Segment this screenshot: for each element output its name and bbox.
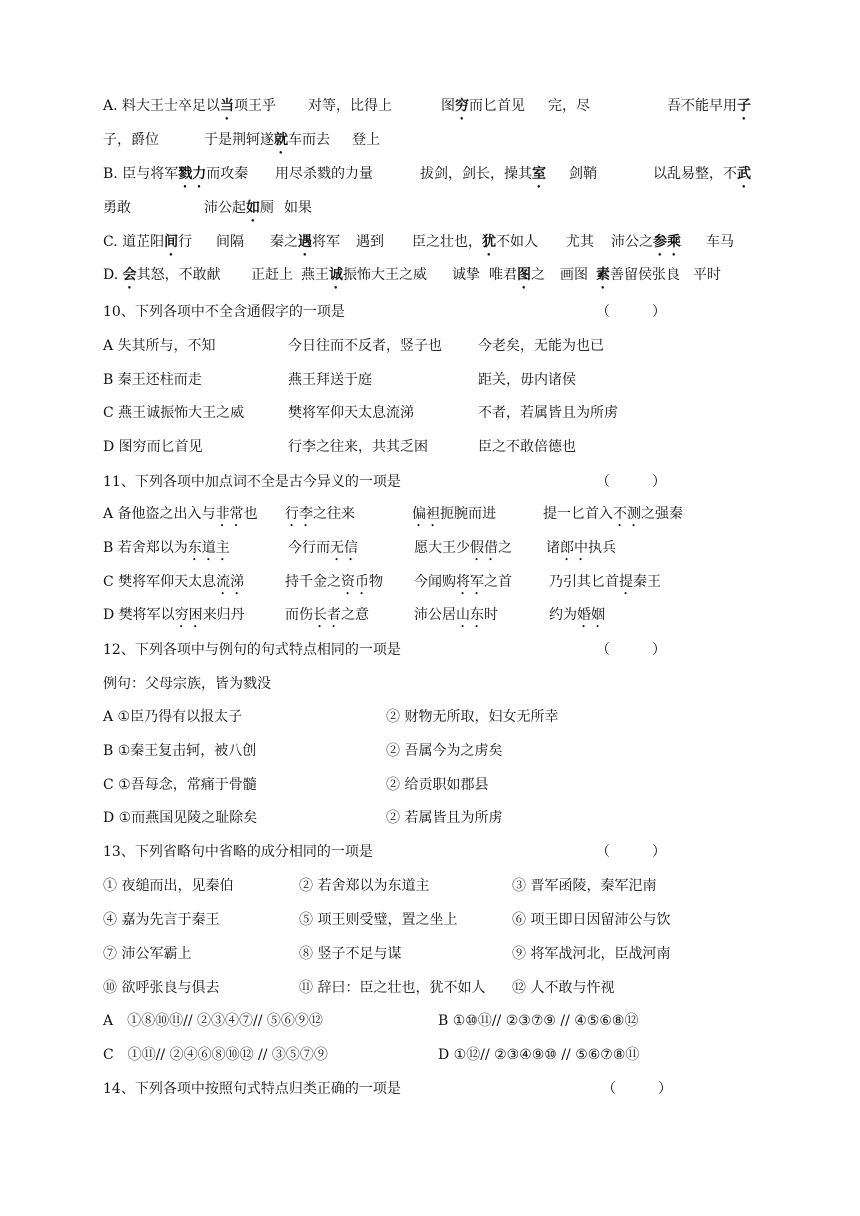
text-run: 沛公起 bbox=[204, 200, 246, 216]
text-segment bbox=[299, 909, 457, 931]
text-segment bbox=[288, 537, 358, 564]
dotted-word: 婚姻 bbox=[577, 607, 605, 623]
text-run: 行 bbox=[178, 234, 193, 250]
text-segment bbox=[546, 537, 616, 564]
text-segment bbox=[412, 231, 538, 259]
text-run: 用尽杀戮的力量 bbox=[275, 166, 373, 182]
text-run: 11、下列各项中加点词不全是古今异义的一项是 bbox=[103, 474, 401, 490]
text-segment bbox=[103, 436, 203, 458]
text-segment bbox=[478, 335, 604, 357]
text-segment bbox=[275, 163, 373, 185]
dotted-word: 就 bbox=[274, 132, 288, 148]
text-run: ⑨ 将军战河北，臣战河南 bbox=[512, 946, 671, 962]
text-run: 例句：父母宗族，皆为戮没 bbox=[103, 676, 271, 692]
text-run: 持千金之 bbox=[285, 574, 341, 590]
text-run: ③ 晋军函陵，秦军汜南 bbox=[512, 878, 657, 894]
text-segment bbox=[103, 231, 192, 259]
text-run: 于是荆轲遂 bbox=[204, 132, 274, 148]
text-run: 之 bbox=[531, 267, 545, 283]
text-segment bbox=[611, 231, 681, 259]
text-segment bbox=[103, 402, 244, 424]
text-run: 12、下列各项中与例句的句式特点相同的一项是 bbox=[103, 642, 401, 658]
text-run: ⑧ 竖子不足与谋 bbox=[299, 946, 402, 962]
dotted-word: 当 bbox=[220, 98, 235, 114]
dotted-word: 会 bbox=[122, 267, 137, 283]
text-run: 之强秦 bbox=[641, 506, 683, 522]
text-run: 拔剑，剑长，操其 bbox=[420, 166, 532, 182]
text-run: 执兵 bbox=[588, 540, 616, 556]
text-segment bbox=[569, 163, 597, 185]
text-segment bbox=[653, 163, 751, 191]
text-run: ② 若舍郑以为东道主 bbox=[299, 878, 430, 894]
dotted-word: 假借 bbox=[470, 540, 498, 556]
text-segment bbox=[452, 264, 480, 286]
text-run: （ ） bbox=[596, 642, 666, 658]
text-segment bbox=[285, 571, 383, 598]
dotted-word: 遇 bbox=[298, 234, 312, 250]
text-run: 剑鞘 bbox=[569, 166, 597, 182]
text-run: 对等，比得上 bbox=[308, 98, 392, 114]
text-run: B ①⑩⑪// ②③⑦⑨ // ④⑤⑥⑧⑫ bbox=[438, 1013, 639, 1029]
text-segment bbox=[103, 604, 245, 631]
text-run: 画图 bbox=[560, 267, 588, 283]
text-segment bbox=[103, 639, 401, 661]
text-run: C. 道芷阳 bbox=[103, 234, 165, 250]
text-run: 吾不能早用 bbox=[667, 98, 737, 114]
text-segment bbox=[356, 231, 384, 253]
text-run: 子，爵位 bbox=[103, 132, 159, 148]
text-run: 约为 bbox=[549, 607, 577, 623]
text-run: 而匕首见 bbox=[469, 98, 525, 114]
text-segment bbox=[103, 335, 216, 357]
text-run: 来归丹 bbox=[202, 607, 245, 623]
text-segment bbox=[478, 402, 618, 424]
text-run: 不如人 bbox=[496, 234, 538, 250]
text-run: 10、下列各项中不全含通假字的一项是 bbox=[103, 304, 345, 320]
text-run: 遇到 bbox=[356, 234, 384, 250]
text-run: 燕王 bbox=[301, 267, 329, 283]
text-segment bbox=[285, 503, 355, 530]
text-run: 燕王拜送于庭 bbox=[288, 372, 372, 388]
text-segment bbox=[414, 604, 498, 631]
text-segment bbox=[512, 875, 656, 897]
text-segment bbox=[596, 639, 666, 661]
dotted-word: 犹 bbox=[482, 234, 496, 250]
dotted-word: 将军 bbox=[456, 574, 484, 590]
text-run: ⑥ 项王即日因留沛公与饮 bbox=[512, 912, 671, 928]
text-run: 之意 bbox=[341, 607, 369, 623]
text-run: D 图穷而匕首见 bbox=[103, 439, 203, 455]
text-run: 振怖大王之威 bbox=[343, 267, 427, 283]
text-run: 将军 bbox=[312, 234, 340, 250]
text-run: 也 bbox=[243, 506, 258, 522]
text-run: 秦之 bbox=[270, 234, 298, 250]
text-segment bbox=[103, 807, 257, 829]
text-segment bbox=[103, 706, 242, 728]
text-run: 距关，毋内诸侯 bbox=[478, 372, 576, 388]
text-run: 乃引其匕首 bbox=[549, 574, 619, 590]
text-segment bbox=[414, 537, 512, 564]
text-segment bbox=[512, 977, 614, 999]
text-run: 图 bbox=[441, 98, 455, 114]
dotted-word: 提 bbox=[619, 574, 633, 590]
text-run: ① 夜缒而出，见秦伯 bbox=[103, 878, 234, 894]
text-segment bbox=[549, 604, 605, 631]
text-run: D ①⑫// ②③④⑨⑩ // ⑤⑥⑦⑧⑪ bbox=[438, 1047, 640, 1063]
text-run: B 秦王还柱而走 bbox=[103, 372, 202, 388]
text-run: 勇敢 bbox=[103, 200, 131, 216]
text-run: C 樊将军仰天太息 bbox=[103, 574, 217, 590]
text-run: （ ） bbox=[596, 304, 666, 320]
text-run: ⑤ 项王则受璧，置之坐上 bbox=[299, 912, 458, 928]
text-run: 臣之不敢倍德也 bbox=[478, 439, 576, 455]
text-run: A ①臣乃得有以报太子 bbox=[103, 709, 243, 725]
text-run: 厕 bbox=[260, 200, 274, 216]
text-run: 樊将军仰天太息流涕 bbox=[288, 405, 414, 421]
dotted-word: 如 bbox=[246, 200, 260, 216]
dotted-word: 武 bbox=[737, 166, 751, 182]
text-segment bbox=[103, 673, 271, 695]
text-segment bbox=[478, 369, 576, 391]
text-segment bbox=[103, 571, 244, 598]
text-run: 之 bbox=[498, 540, 512, 556]
text-run: 车而去 bbox=[288, 132, 330, 148]
text-segment bbox=[103, 774, 257, 796]
text-run: ② 财物无所取，妇女无所幸 bbox=[386, 709, 559, 725]
text-segment bbox=[299, 977, 485, 999]
text-run: B. 臣与将军 bbox=[103, 166, 179, 182]
text-segment bbox=[414, 571, 512, 598]
text-run: 之往来 bbox=[313, 506, 355, 522]
text-run: 诸 bbox=[546, 540, 560, 556]
text-run: 臣之壮也， bbox=[412, 234, 482, 250]
text-segment bbox=[352, 129, 380, 151]
dotted-word: 山东 bbox=[456, 607, 484, 623]
text-segment bbox=[103, 1078, 401, 1100]
dotted-word: 长者 bbox=[313, 607, 341, 623]
dotted-word: 不测 bbox=[613, 506, 641, 522]
text-segment bbox=[103, 95, 276, 123]
text-run: 以乱易整，不 bbox=[653, 166, 737, 182]
text-run: 完，尽 bbox=[548, 98, 590, 114]
dotted-word: 穷困 bbox=[174, 607, 203, 623]
dotted-word: 郎中 bbox=[560, 540, 588, 556]
dotted-word: 穷 bbox=[455, 98, 469, 114]
text-segment bbox=[549, 571, 661, 598]
text-segment bbox=[489, 264, 545, 292]
text-segment bbox=[288, 369, 372, 391]
text-run: C 燕王诚振怖大王之威 bbox=[103, 405, 245, 421]
text-run: ⑫ 人不敢与忤视 bbox=[512, 980, 615, 996]
text-segment bbox=[478, 436, 576, 458]
dotted-word: 非常 bbox=[215, 506, 244, 522]
text-segment bbox=[204, 129, 330, 157]
text-segment bbox=[103, 129, 159, 151]
text-run: 时 bbox=[484, 607, 498, 623]
text-run: 今行而 bbox=[288, 540, 330, 556]
text-run: 秦王 bbox=[633, 574, 661, 590]
text-segment bbox=[284, 197, 312, 219]
dotted-word: 参乘 bbox=[653, 234, 681, 250]
text-segment bbox=[386, 706, 558, 728]
text-segment bbox=[103, 1010, 323, 1032]
text-run: D 樊将军以 bbox=[103, 607, 175, 623]
dotted-word: 诚 bbox=[329, 267, 343, 283]
text-segment bbox=[560, 264, 588, 286]
text-run: ④ 嘉为先言于秦王 bbox=[103, 912, 220, 928]
text-run: A ①⑧⑩⑪// ②③④⑦// ⑤⑥⑨⑫ bbox=[103, 1013, 323, 1029]
text-segment bbox=[548, 95, 590, 117]
text-run: 今闻购 bbox=[414, 574, 456, 590]
text-segment bbox=[596, 471, 666, 493]
text-segment bbox=[103, 301, 345, 323]
text-segment bbox=[103, 1044, 328, 1066]
text-run: （ ） bbox=[596, 474, 666, 490]
text-run: A 备他盗之出入与 bbox=[103, 506, 216, 522]
text-segment bbox=[103, 841, 373, 863]
text-segment bbox=[596, 841, 666, 863]
text-run: ② 吾属今为之虏矣 bbox=[386, 743, 503, 759]
text-run: 唯君 bbox=[489, 267, 517, 283]
text-segment bbox=[103, 264, 221, 292]
text-run: 而伤 bbox=[285, 607, 313, 623]
text-segment bbox=[308, 95, 392, 117]
text-segment bbox=[412, 503, 496, 530]
text-run: 今老矣，无能为也已 bbox=[478, 338, 604, 354]
text-segment bbox=[103, 471, 401, 493]
dotted-word: 流涕 bbox=[216, 574, 245, 590]
text-run: B 若舍郑以为 bbox=[103, 540, 188, 556]
text-run: ② 给贡职如郡县 bbox=[386, 777, 489, 793]
text-run: 车马 bbox=[706, 234, 734, 250]
text-segment bbox=[270, 231, 340, 259]
text-segment bbox=[386, 807, 502, 829]
text-segment bbox=[438, 1010, 638, 1032]
text-run: C ①吾每念，常痛于骨髓 bbox=[103, 777, 257, 793]
text-run: 愿大王少 bbox=[414, 540, 470, 556]
text-run: 平时 bbox=[693, 267, 721, 283]
dotted-word: 素 bbox=[596, 267, 610, 283]
text-run: 13、下列省略句中省略的成分相同的一项是 bbox=[103, 844, 373, 860]
text-run: 间隔 bbox=[216, 234, 244, 250]
text-segment bbox=[103, 943, 191, 965]
text-run: 善留侯张良 bbox=[610, 267, 680, 283]
text-run: B ①秦王复击轲，被八创 bbox=[103, 743, 257, 759]
text-segment bbox=[706, 231, 734, 253]
text-segment bbox=[596, 301, 666, 323]
text-segment bbox=[103, 875, 233, 897]
text-segment bbox=[103, 197, 131, 219]
text-segment bbox=[420, 163, 546, 191]
text-run: 不者，若属皆且为所虏 bbox=[478, 405, 618, 421]
text-run: 登上 bbox=[352, 132, 380, 148]
text-run: 14、下列各项中按照句式特点归类正确的一项是 bbox=[103, 1081, 401, 1097]
text-segment bbox=[667, 95, 751, 123]
text-run: 扼腕而进 bbox=[440, 506, 496, 522]
text-run: 尤其 bbox=[566, 234, 594, 250]
text-segment bbox=[288, 335, 442, 357]
text-run: A. 料大王士卒足以 bbox=[103, 98, 221, 114]
text-run: ⑩ 欲呼张良与俱去 bbox=[103, 980, 220, 996]
text-segment bbox=[216, 231, 244, 253]
text-run: ⑪ 辞曰：臣之壮也，犹不如人 bbox=[299, 980, 486, 996]
dotted-word: 行李 bbox=[285, 506, 313, 522]
text-segment bbox=[693, 264, 721, 286]
text-segment bbox=[103, 909, 219, 931]
text-run: 其怒，不敢献 bbox=[136, 267, 221, 283]
text-segment bbox=[103, 977, 219, 999]
text-run: 物 bbox=[369, 574, 383, 590]
dotted-word: 室 bbox=[532, 166, 546, 182]
text-segment bbox=[251, 264, 293, 286]
dotted-word: 间 bbox=[164, 234, 179, 250]
text-segment bbox=[299, 943, 401, 965]
dotted-word: 子 bbox=[737, 98, 751, 114]
text-run: ⑦ 沛公军霸上 bbox=[103, 946, 192, 962]
text-run: 项王乎 bbox=[234, 98, 277, 114]
text-segment bbox=[103, 163, 248, 191]
text-segment bbox=[103, 369, 202, 391]
text-segment bbox=[301, 264, 427, 292]
text-segment bbox=[543, 503, 683, 530]
text-segment bbox=[386, 740, 502, 762]
text-segment bbox=[103, 537, 230, 564]
text-run: （ ） bbox=[596, 844, 666, 860]
text-segment bbox=[103, 740, 256, 762]
text-run: 而攻秦 bbox=[206, 166, 249, 182]
text-segment bbox=[299, 875, 429, 897]
text-segment bbox=[386, 774, 488, 796]
text-segment bbox=[512, 943, 670, 965]
text-run: 正赶上 bbox=[251, 267, 293, 283]
text-run: 沛公居 bbox=[414, 607, 456, 623]
text-segment bbox=[285, 604, 369, 631]
text-run: 之首 bbox=[484, 574, 512, 590]
text-run: A 失其所与，不知 bbox=[103, 338, 216, 354]
dotted-word: 图 bbox=[517, 267, 531, 283]
text-run: 行李之往来，共其乏困 bbox=[288, 439, 428, 455]
text-run: C ①⑪// ②④⑥⑧⑩⑫ // ③⑤⑦⑨ bbox=[103, 1047, 328, 1063]
text-segment bbox=[566, 231, 594, 253]
text-run: D ①而燕国见陵之耻除矣 bbox=[103, 810, 258, 826]
text-segment bbox=[103, 503, 258, 530]
dotted-word: 无信 bbox=[330, 540, 358, 556]
text-run: （ ） bbox=[602, 1081, 672, 1097]
dotted-word: 资币 bbox=[341, 574, 369, 590]
text-run: 提一匕首入 bbox=[543, 506, 613, 522]
text-segment bbox=[512, 909, 670, 931]
text-run: 沛公之 bbox=[611, 234, 653, 250]
text-segment bbox=[602, 1078, 672, 1100]
text-segment bbox=[288, 436, 428, 458]
text-run: ② 若属皆且为所虏 bbox=[386, 810, 503, 826]
text-segment bbox=[596, 264, 680, 292]
dotted-word: 戮力 bbox=[178, 166, 207, 182]
text-run: 如果 bbox=[284, 200, 312, 216]
text-run: D. bbox=[103, 267, 123, 283]
text-segment bbox=[204, 197, 274, 225]
text-run: 今日往而不反者，竖子也 bbox=[288, 338, 442, 354]
text-segment bbox=[438, 1044, 639, 1066]
dotted-word: 偏袒 bbox=[412, 506, 440, 522]
dotted-word: 东道主 bbox=[187, 540, 230, 556]
text-segment bbox=[288, 402, 414, 424]
text-run: 诚挚 bbox=[452, 267, 480, 283]
text-segment bbox=[441, 95, 525, 123]
